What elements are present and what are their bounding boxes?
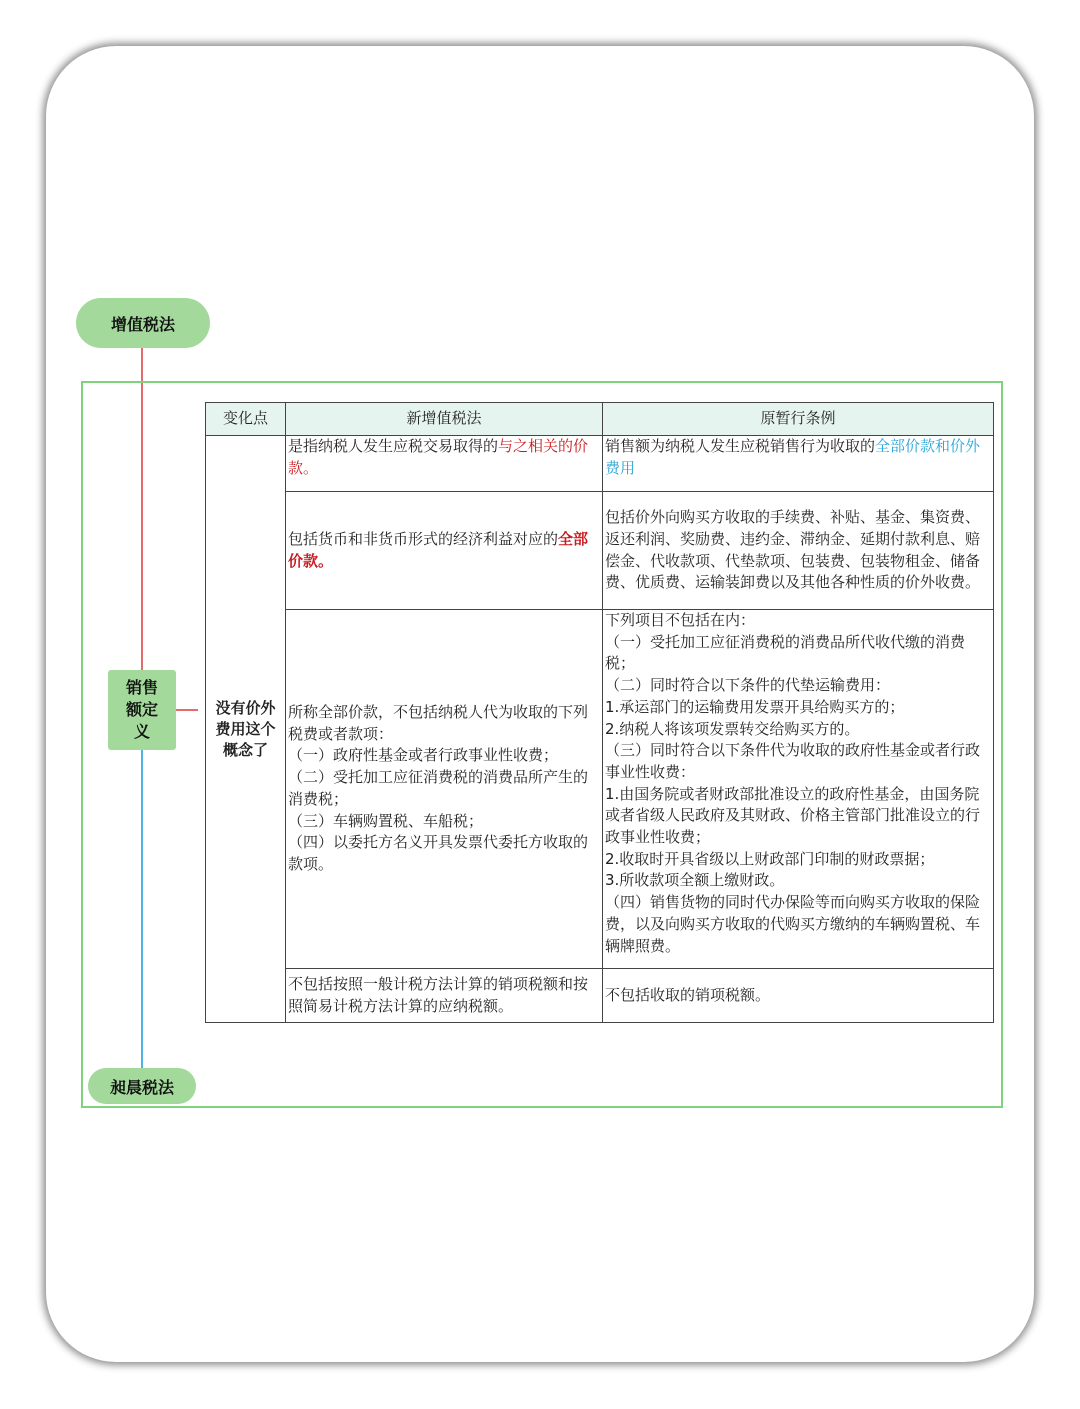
old-text-highlight: 全部价款和价外费用 [605,437,981,477]
table-row [206,610,994,969]
new-text-highlight: 全部价款。 [288,529,589,570]
new-line: （三）车辆购置税、车船税； [288,811,484,830]
table-row [206,492,994,610]
old-line: 2.收取时开具省级以上财政部门印制的财政票据； [605,849,935,868]
new-text-highlight: 与之相关的价款。 [288,437,589,477]
new-law-cell [286,492,603,610]
header-new-law: 新增值税法 [286,403,603,436]
center-node [108,670,176,750]
table-row [206,969,994,1023]
new-line: （四）以委托方名义开具发票代委托方收取的款项。 [288,833,589,873]
old-text-plain: 销售额为纳税人发生应税销售行为收取的 [605,437,876,455]
new-law-cell [286,610,603,969]
table-header-row [206,403,994,436]
old-regulation-cell [603,436,994,492]
new-law-cell [286,436,603,492]
old-line: 1.由国务院或者财政部批准设立的政府性基金，由国务院或者省级人民政府及其财政、价格主管部门批准设立的行政事业性收费； [605,784,981,847]
table-row [206,436,994,492]
old-line: 下列项目不包括在内： [605,611,756,629]
new-line: 所称全部价款，不包括纳税人代为收取的下列税费或者款项： [288,703,589,743]
old-regulation-cell [603,492,994,610]
new-text-plain: 包括货币和非货币形式的经济利益对应的 [288,529,559,548]
bottom-node: 昶晨税法 [88,1068,196,1104]
old-line: 1.承运部门的运输费用发票开具给购买方的； [605,697,905,716]
old-line: （一）受托加工应征消费税的消费品所代收代缴的消费税； [605,632,966,673]
old-line: （二）同时符合以下条件的代垫运输费用： [605,676,891,695]
new-line: （二）受托加工应征消费税的消费品所产生的消费税； [288,768,589,808]
old-line: （三）同时符合以下条件代为收取的政府性基金或者行政事业性收费： [605,741,981,781]
top-node: 增值税法 [76,298,210,348]
center-node-label: 销售额定义 [125,678,158,741]
old-line: 2.纳税人将该项发票转交给购买方的。 [605,719,860,738]
change-point-cell [206,436,286,1023]
change-point-text: 没有价外费用这个概念了 [215,698,276,759]
old-line: （四）销售货物的同时代办保险等而向购买方收取的保险费，以及向购买方收取的代购买方缴纳的车辆购置税、车辆牌照费。 [605,893,981,955]
old-line: 3.所收款项全额上缴财政。 [605,871,785,890]
new-text-plain: 是指纳税人发生应税交易取得的 [288,437,499,455]
header-old-regulation: 原暂行条例 [603,403,994,436]
new-line: （一）政府性基金或者行政事业性收费； [288,746,559,765]
new-law-cell: 不包括按照一般计税方法计算的销项税额和按照简易计税方法计算的应纳税额。 [286,969,603,1023]
comparison-table [205,402,994,1023]
old-regulation-cell [603,610,994,969]
old-text-plain: 包括价外向购买方收取的手续费、补贴、基金、集资费、返还利润、奖励费、违约金、滞纳金、延期付款利息、赔偿金、代收款项、代垫款项、包装费、包装物租金、储备费、优质费、运输装卸费以及其他各种性质的价外收费。 [605,508,981,592]
header-change-point: 变化点 [206,403,286,436]
old-regulation-cell: 不包括收取的销项税额。 [603,969,994,1023]
